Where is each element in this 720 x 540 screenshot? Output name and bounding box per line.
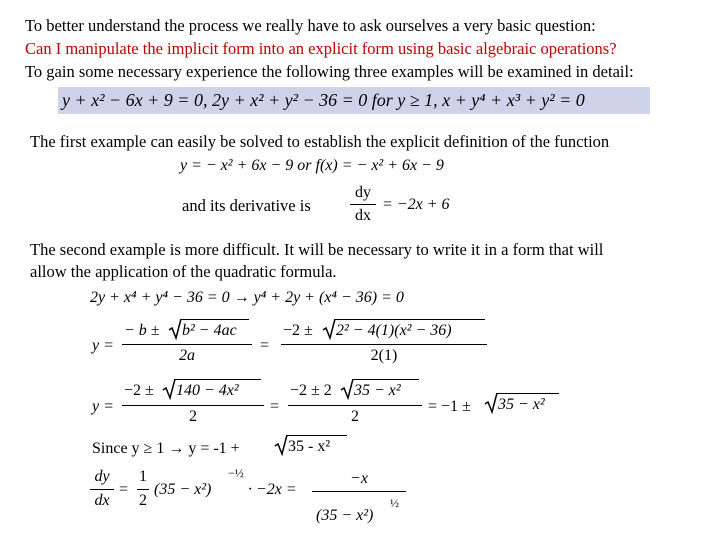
d-equals: = [119,481,129,498]
second-example-line-2: allow the application of the quadratic formula. [30,262,337,281]
rearranged-equation: 2y + x⁴ + y⁴ − 36 = 0 → y⁴ + 2y + (x⁴ − 36) = 0 [90,289,404,306]
derivative-label: and its derivative is [182,196,311,215]
y-equals-2: y = [92,398,114,415]
since-radical-sign [274,434,288,456]
d-denominator: dx [94,492,110,509]
s1-radical-sign [162,378,176,400]
s2-fraction-bar [288,405,422,406]
qf-numerator: − b ± [124,322,160,339]
s3-radical-bar [497,393,559,394]
s3-prefix: = −1 ± [428,398,471,415]
d-numerator: dy [94,468,110,485]
s3-radicand: 35 − x² [498,396,545,413]
qf-radical-bar [181,319,249,320]
result-denominator: (35 − x²) [316,507,374,524]
sub-fraction-bar [281,344,487,345]
sub-radicand: 2² − 4(1)(x² − 36) [336,322,452,339]
s3-radical-sign [484,392,498,414]
intro-line-3: To gain some necessary experience the following three examples will be examined in detail: [25,62,634,81]
sub-radical-bar [335,319,485,320]
derivative-denominator: dx [355,207,371,224]
qf-fraction-bar [122,344,252,345]
d-tail: · −2x = [248,481,297,498]
sub-radical-sign [322,318,336,340]
result-fraction-bar [312,491,406,492]
qf-radicand: b² − 4ac [182,322,237,339]
sub-denominator: 2(1) [370,347,398,364]
qf-denominator: 2a [179,347,195,364]
since-statement: Since y ≥ 1 → y = -1 + [92,440,240,457]
d-middle: (35 − x²) [154,481,212,498]
half-denominator: 2 [139,492,147,509]
s1-fraction-bar [122,405,264,406]
s2-radicand: 35 − x² [354,382,401,399]
s2-radical-sign [340,378,354,400]
equals-2: = [270,398,280,415]
d-exponent: −½ [228,466,244,480]
half-fraction-bar [137,489,149,490]
s2-radical-bar [353,379,419,380]
since-radicand: 35 - x² [288,438,331,455]
examples-equations-box: y + x² − 6x + 9 = 0, 2y + x² + y² − 36 = 0 for y ≥ 1, x + y⁴ + x³ + y² = 0 [58,87,650,114]
qf-radical-sign [168,318,182,340]
result-numerator: −x [350,470,368,487]
intro-line-2: Can I manipulate the implicit form into an explicit form using basic algebraic operations? [25,39,617,58]
y-equals-1: y = [92,337,114,354]
intro-line-1: To better understand the process we really have to ask ourselves a very basic question: [25,16,596,35]
s1-numerator: −2 ± [124,382,154,399]
equals-1: = [260,337,270,354]
second-example-line-1: The second example is more difficult. It will be necessary to write it in a form that will [30,240,604,259]
derivative-numerator: dy [355,184,371,201]
result-exponent: ½ [390,496,399,510]
d-fraction-bar [90,489,114,490]
sub-numerator: −2 ± [283,322,313,339]
derivative-rhs: = −2x + 6 [382,196,450,213]
since-radical-bar [287,435,347,436]
derivative-fraction-bar [350,204,376,205]
s1-denominator: 2 [189,408,197,425]
s1-radical-bar [175,379,261,380]
first-explicit-form: y = − x² + 6x − 9 or f(x) = − x² + 6x − 9 [180,157,444,174]
first-example-text: The first example can easily be solved to establish the explicit definition of the function [30,132,610,151]
s1-radicand: 140 − 4x² [176,382,239,399]
s2-numerator: −2 ± 2 [290,382,332,399]
half-numerator: 1 [139,468,147,485]
s2-denominator: 2 [351,408,359,425]
